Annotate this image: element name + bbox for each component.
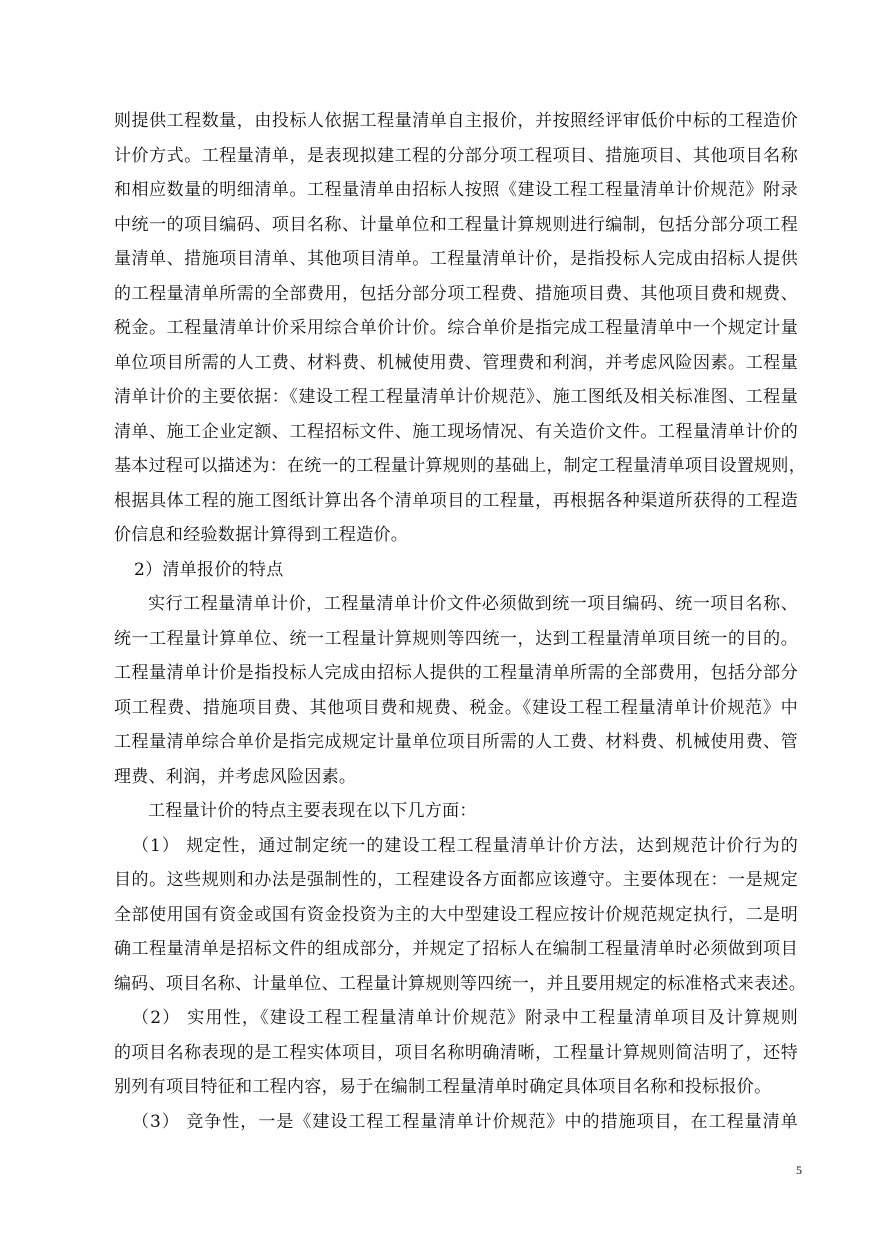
text-line: 中统一的项目编码、项目名称、计量单位和工程量计算规则进行编制，包括分部分项工程 [114,214,798,235]
list-item-line: （3） 竞争性，一是《建设工程工程量清单计价规范》中的措施项目，在工程量清单 [132,1111,798,1132]
text-line: 量清单、措施项目清单、其他项目清单。工程量清单计价，是指投标人完成由招标人提供 [114,249,798,269]
text-line: 税金。工程量清单计价采用综合单价计价。综合单价是指完成工程量清单中一个规定计量 [114,318,798,338]
text-line: 项工程费、措施项目费、其他项目费和规费、税金。《建设工程工程量清单计价规范》中 [114,697,798,718]
text-line: 统一工程量计算单位、统一工程量计算规则等四统一，达到工程量清单项目统一的目的。 [114,628,798,649]
text-line: 单位项目所需的人工费、材料费、机械使用费、管理费和利润，并考虑风险因素。工程量 [114,352,798,373]
text-line: 工程量清单综合单价是指完成规定计量单位项目所需的人工费、材料费、机械使用费、管 [114,732,798,752]
text-line: 的项目名称表现的是工程实体项目，项目名称明确清晰，工程量计算规则简洁明了，还特 [114,1042,798,1063]
text-line: 清单计价的主要依据：《建设工程工程量清单计价规范》、施工图纸及相关标准图、工程量 [114,387,798,407]
text-line: 工程量计价的特点主要表现在以下几方面： [148,801,477,821]
text-line: 基本过程可以描述为：在统一的工程量计算规则的基础上，制定工程量清单项目设置规则， [114,456,806,476]
text-line: 工程量清单计价是指投标人完成由招标人提供的工程量清单所需的全部费用，包括分部分 [114,663,798,683]
text-line: 确工程量清单是招标文件的组成部分，并规定了招标人在编制工程量清单时必须做到项目 [114,939,798,959]
text-line: 理费、利润，并考虑风险因素。 [114,766,357,787]
text-line: 价信息和经验数据计算得到工程造价。 [114,525,409,545]
section-heading: 2）清单报价的特点 [134,559,284,580]
page-number: 5 [796,1163,802,1177]
text-line: 编码、项目名称、计量单位、工程量计算规则等四统一，并且要用规定的标准格式来表述。 [114,973,806,994]
text-line: 根据具体工程的施工图纸计算出各个清单项目的工程量，再根据各种渠道所获得的工程造 [114,490,798,511]
text-line: 全部使用国有资金或国有资金投资为主的大中型建设工程应按计价规范规定执行，二是明 [114,904,798,925]
text-line: 目的。这些规则和办法是强制性的，工程建设各方面都应该遵守。主要体现在：一是规定 [114,870,798,890]
text-line: 的工程量清单所需的全部费用，包括分部分项工程费、措施项目费、其他项目费和规费、 [114,283,798,304]
list-item-line: （2） 实用性，《建设工程工程量清单计价规范》附录中工程量清单项目及计算规则 [132,1008,798,1028]
document-body [114,104,806,1139]
text-line: 实行工程量清单计价，工程量清单计价文件必须做到统一项目编码、统一项目名称、 [148,594,798,614]
text-line: 清单、施工企业定额、工程招标文件、施工现场情况、有关造价文件。工程量清单计价的 [114,421,798,442]
list-item-line: （1） 规定性，通过制定统一的建设工程工程量清单计价方法，达到规范计价行为的 [132,835,798,856]
text-line: 则提供工程数量，由投标人依据工程量清单自主报价，并按照经评审低价中标的工程造价 [114,111,798,131]
text-line: 别列有项目特征和工程内容，易于在编制工程量清单时确定具体项目名称和投标报价。 [114,1077,772,1097]
text-line: 计价方式。工程量清单，是表现拟建工程的分部分项工程项目、措施项目、其他项目名称 [114,145,798,166]
text-line: 和相应数量的明细清单。工程量清单由招标人按照《建设工程工程量清单计价规范》附录 [114,180,798,200]
